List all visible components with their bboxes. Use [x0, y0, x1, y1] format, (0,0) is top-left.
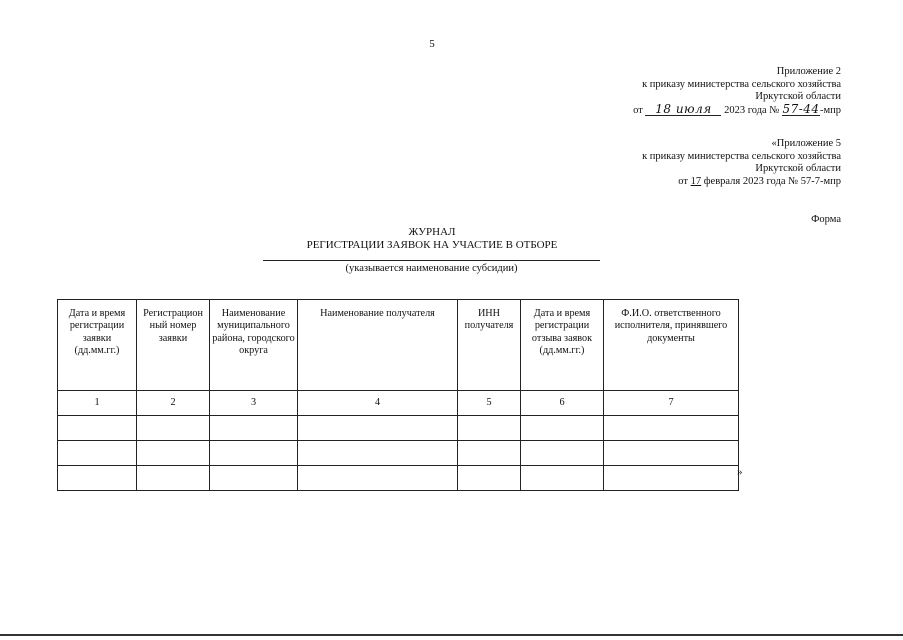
table-cell[interactable] [604, 416, 739, 441]
table-cell[interactable] [298, 441, 458, 466]
table-header-cell: ИНН получателя [458, 300, 521, 391]
table-cell[interactable] [298, 416, 458, 441]
table-number-cell: 4 [298, 391, 458, 416]
annex-2-handwritten-date: 18 июля [645, 104, 721, 116]
table-cell[interactable] [210, 416, 298, 441]
table-cell[interactable] [521, 416, 604, 441]
table-number-cell: 3 [210, 391, 298, 416]
table-header-cell: Дата и время регистрации заявки (дд.мм.гг.) [58, 300, 137, 391]
table-row [58, 466, 739, 491]
table-number-cell: 5 [458, 391, 521, 416]
annex-2-date-line [521, 101, 841, 118]
table-cell[interactable] [137, 466, 210, 491]
table-row [58, 416, 739, 441]
table-cell[interactable] [604, 466, 739, 491]
table-cell[interactable] [137, 441, 210, 466]
page-number: 5 [429, 38, 435, 50]
journal-title: ЖУРНАЛ [408, 226, 456, 238]
table-cell[interactable] [58, 466, 137, 491]
table-number-row [58, 391, 739, 416]
table-cell[interactable] [604, 441, 739, 466]
registration-table [57, 299, 739, 491]
subsidy-fill-line[interactable] [263, 260, 600, 261]
annex-5-date-rest: февраля 2023 года № 57-7-мпр [703, 175, 841, 187]
annex-5-day: 17 [690, 175, 702, 187]
table-header-cell: Регистрацион ный номер заявки [137, 300, 210, 391]
table-cell[interactable] [521, 466, 604, 491]
annex-5-date-prefix: от [678, 175, 688, 187]
annex-5-header [521, 138, 841, 188]
annex-2-title: Приложение 2 [776, 66, 841, 77]
annex-2-order-line: к приказу министерства сельского хозяйства [642, 78, 841, 90]
table-row [58, 441, 739, 466]
table-number-cell: 6 [521, 391, 604, 416]
journal-subtitle: РЕГИСТРАЦИИ ЗАЯВОК НА УЧАСТИЕ В ОТБОРЕ [306, 238, 558, 251]
annex-2-region: Иркутской области [755, 91, 841, 103]
table-cell[interactable] [58, 416, 137, 441]
journal-title-block [0, 226, 864, 251]
annex-2-header [521, 66, 841, 117]
form-label: Форма [811, 214, 841, 225]
table-cell[interactable] [58, 441, 137, 466]
annex-2-year: 2023 года № [724, 104, 780, 116]
table-header-cell: Наименование муниципального района, городского округа [210, 300, 298, 391]
table-cell[interactable] [458, 441, 521, 466]
annex-2-suffix: -мпр [819, 104, 841, 116]
annex-5-order-line: к приказу министерства сельского хозяйства [642, 150, 841, 162]
annex-5-date-line [521, 176, 841, 189]
table-number-cell: 1 [58, 391, 137, 416]
table-header-cell: Ф.И.О. ответственного исполнителя, принявшего документы [604, 300, 739, 391]
table-cell[interactable] [298, 466, 458, 491]
annex-5-region: Иркутской области [755, 163, 841, 175]
annex-5-title: «Приложение 5 [771, 138, 841, 149]
table-header-row [58, 300, 739, 391]
table-number-cell: 7 [604, 391, 739, 416]
table-cell[interactable] [521, 441, 604, 466]
table-number-cell: 2 [137, 391, 210, 416]
annex-2-date-prefix: от [633, 104, 643, 116]
table-header-cell: Дата и время регистрации отзыва заявок (дд.мм.гг.) [521, 300, 604, 391]
subsidy-caption: (указывается наименование субсидии) [345, 263, 518, 274]
table-cell[interactable] [458, 416, 521, 441]
annex-2-handwritten-number: 57-44 [782, 101, 820, 116]
scan-edge-divider [0, 634, 903, 636]
table-cell[interactable] [210, 466, 298, 491]
table-header-cell: Наименование получателя [298, 300, 458, 391]
table-cell[interactable] [458, 466, 521, 491]
table-cell[interactable] [137, 416, 210, 441]
closing-quote: » [737, 466, 743, 478]
table-cell[interactable] [210, 441, 298, 466]
